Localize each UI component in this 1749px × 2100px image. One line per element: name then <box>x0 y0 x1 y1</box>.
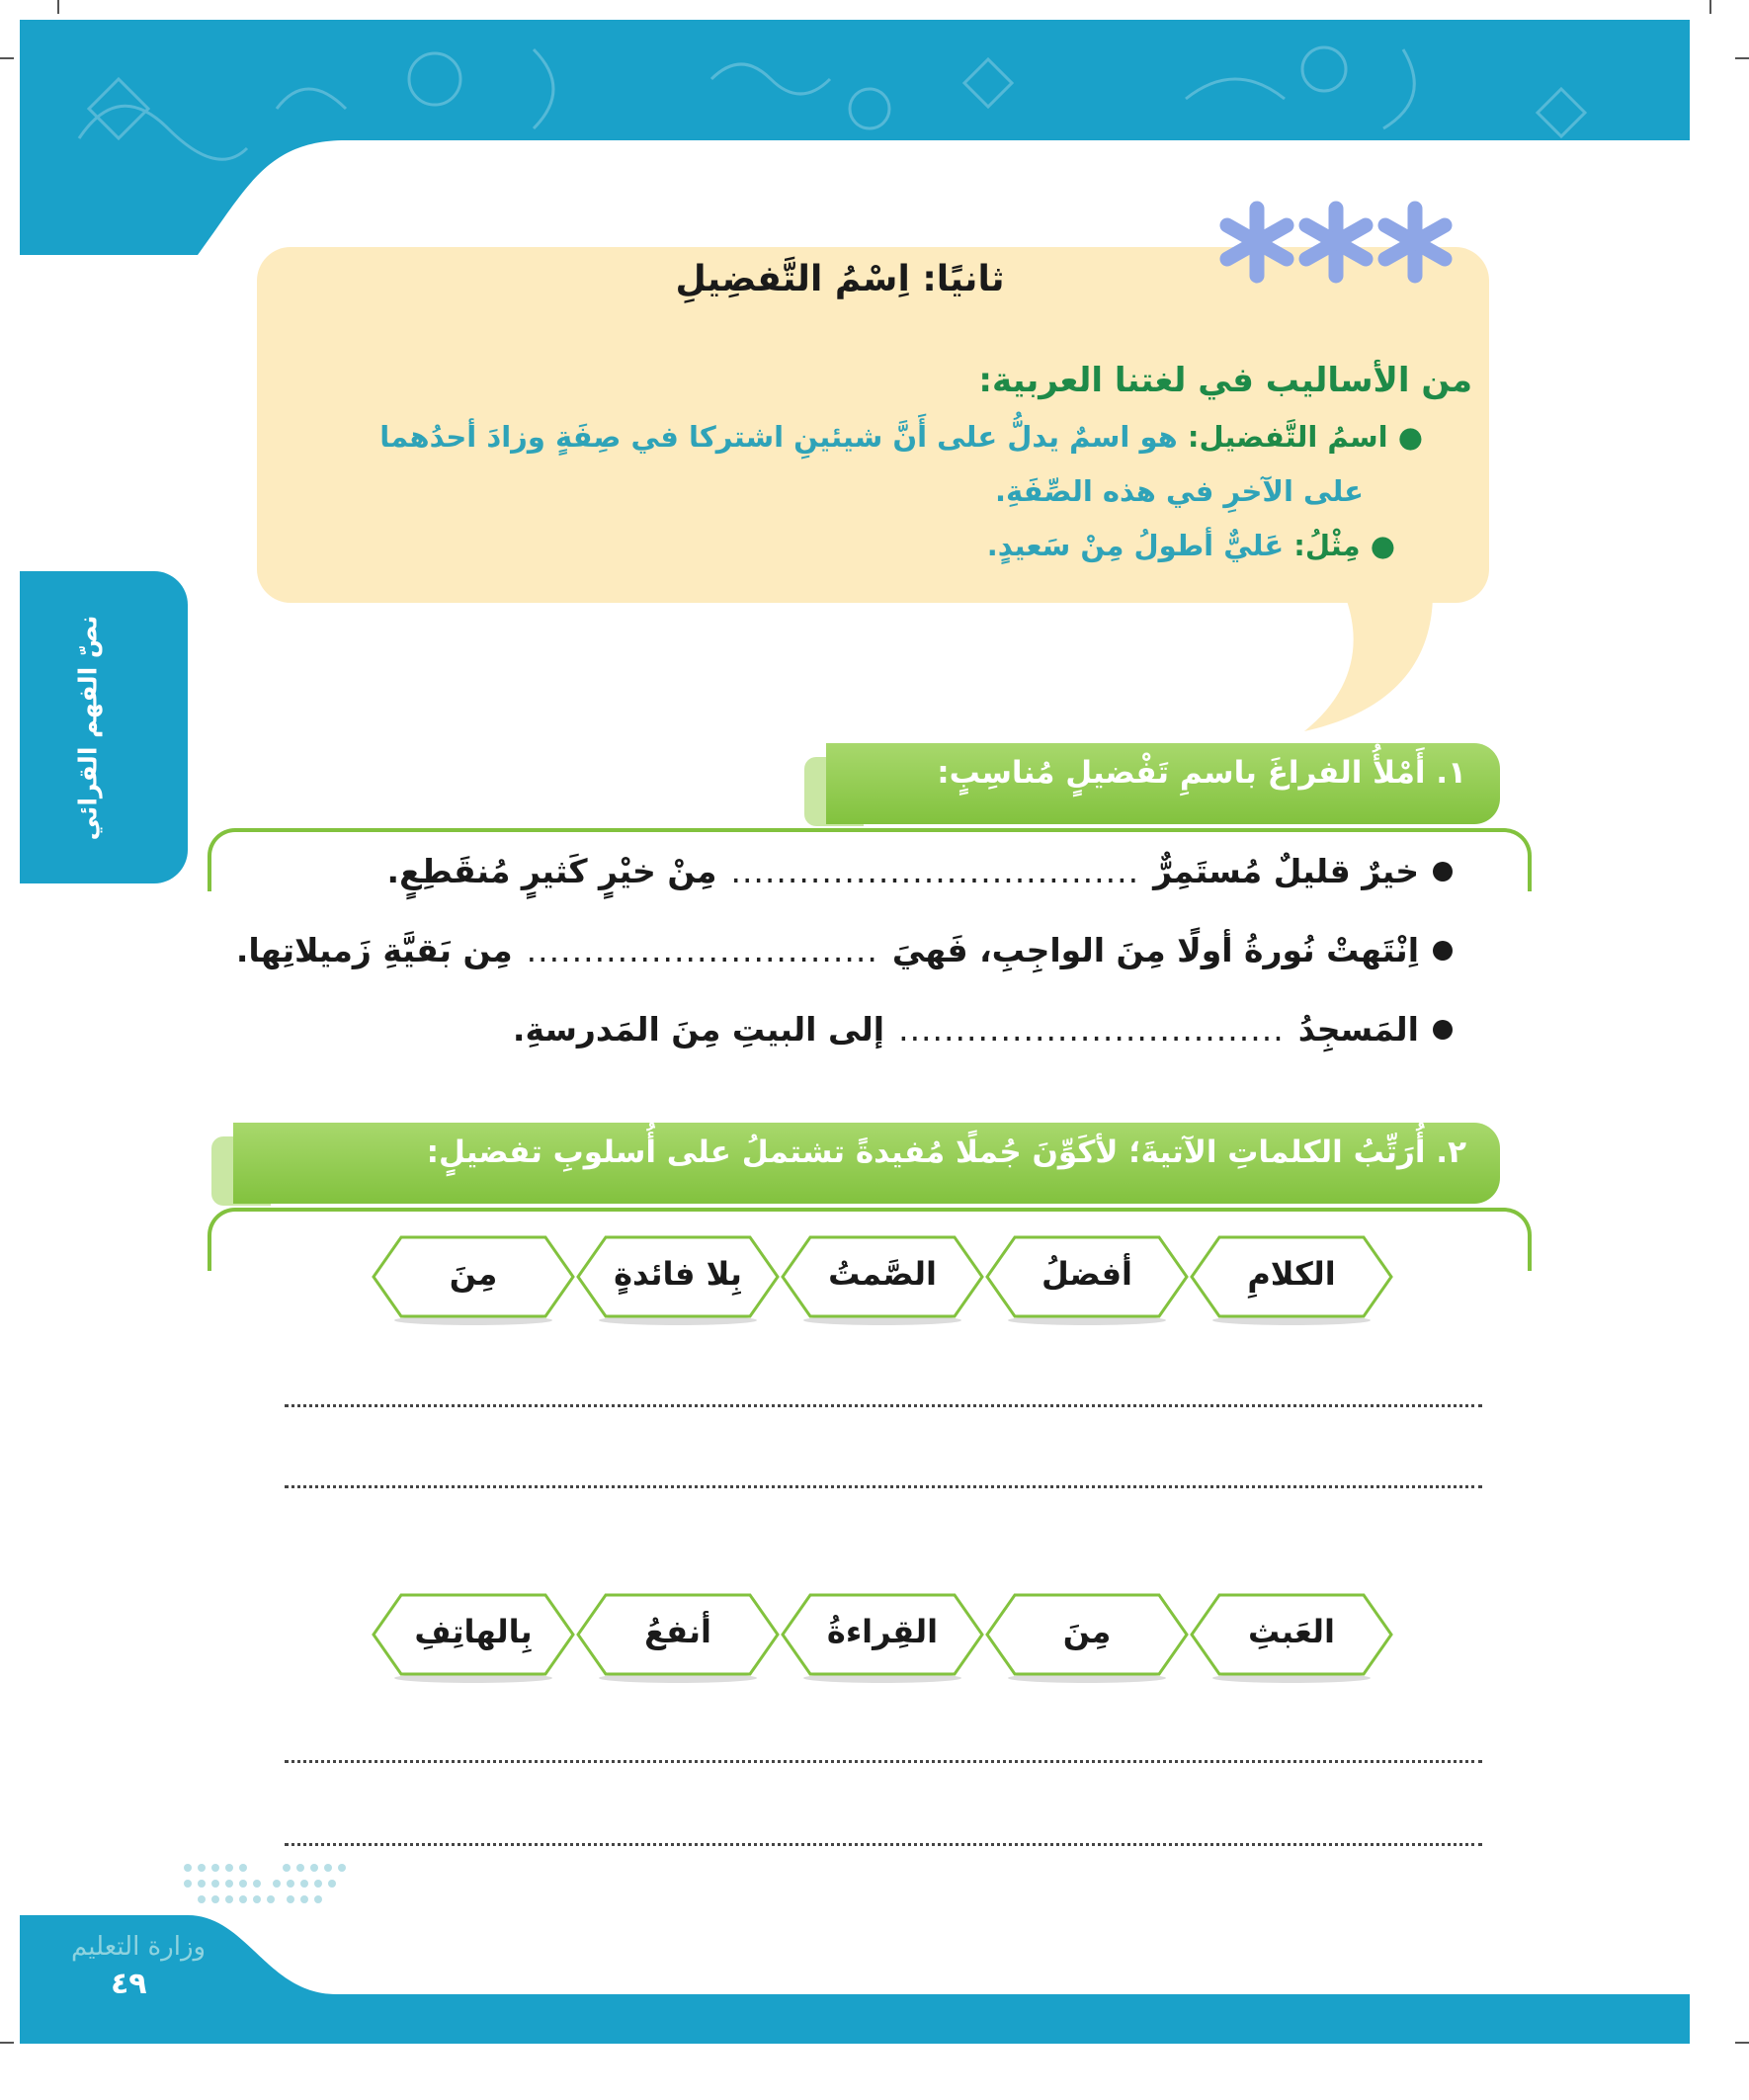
crop-mark <box>0 2042 14 2044</box>
bullet-icon <box>1433 862 1453 882</box>
answer-line[interactable] <box>285 1840 1482 1846</box>
item-before: المَسجِدُ <box>1297 1010 1419 1049</box>
word-chip[interactable] <box>781 1233 984 1328</box>
rule-box-intro: من الأساليب في لغتنا العربية: <box>978 361 1472 400</box>
example-line <box>296 529 1395 562</box>
bullet-icon <box>1433 941 1453 961</box>
word-chip[interactable] <box>576 1591 780 1686</box>
side-tab-label: نصّ الفهم القرائي <box>73 615 103 840</box>
crop-mark <box>1735 2042 1749 2044</box>
word-row-2 <box>372 1591 1393 1686</box>
word-label: أفضلُ <box>1041 1255 1132 1293</box>
word-chip[interactable] <box>372 1233 575 1328</box>
example-text: عَليٌّ أطولُ مِنْ سَعيدٍ. <box>986 529 1285 562</box>
word-label: أنفعُ <box>644 1613 711 1650</box>
item-before: خيرٌ قليلٌ مُستَمِرٌّ <box>1153 852 1419 890</box>
bullet-icon: ● <box>1397 420 1423 454</box>
word-label: مِنَ <box>449 1255 498 1293</box>
word-label: مِنَ <box>1062 1613 1112 1650</box>
word-label: الكلامِ <box>1247 1255 1336 1293</box>
answer-line[interactable] <box>285 1482 1482 1488</box>
word-label: العَبثِ <box>1248 1613 1335 1650</box>
word-label: الصَّمتُ <box>828 1255 937 1293</box>
crop-mark <box>1709 0 1711 14</box>
word-label: بِالهاتِفِ <box>414 1613 533 1650</box>
item-after: مِن بَقيَّةِ زَميلاتِها. <box>235 931 513 969</box>
exercise1-item <box>387 852 1453 890</box>
word-chip[interactable] <box>1190 1233 1393 1328</box>
fill-blank[interactable]: .................................... <box>730 852 1140 890</box>
word-label: بِلا فائدةٍ <box>614 1255 742 1293</box>
answer-line[interactable] <box>285 1401 1482 1407</box>
item-before: اِنْتَهتْ نُورةُ أولًا مِنَ الواجِبِ، فَهيَ <box>891 931 1419 969</box>
exercise2-title: ٢. أُرَتِّبُ الكلماتِ الآتيةَ؛ لأكَوِّنَ جُملًا مُفيدةً تشتملُ على أُسلوبِ تفضيلٍ: <box>426 1134 1466 1170</box>
word-chip[interactable] <box>576 1233 780 1328</box>
crop-mark <box>1735 57 1749 59</box>
footer-band <box>20 1905 1690 2073</box>
side-tab-label-wrap <box>34 591 142 864</box>
word-chip[interactable] <box>372 1591 575 1686</box>
word-chip[interactable] <box>985 1233 1189 1328</box>
exercise2-header <box>233 1123 1500 1204</box>
word-row-1 <box>372 1233 1393 1328</box>
fill-blank[interactable]: ............................... <box>526 931 878 969</box>
bullet-icon <box>1433 1020 1453 1040</box>
word-chip[interactable] <box>781 1591 984 1686</box>
item-after: مِنْ خيْرٍ كَثيرٍ مُنقَطِعٍ. <box>386 852 717 890</box>
word-chip[interactable] <box>985 1591 1189 1686</box>
word-chip[interactable] <box>1190 1591 1393 1686</box>
definition-term: اسمُ التَّفضيل: <box>1187 420 1388 454</box>
exercise1-item <box>513 1010 1453 1049</box>
definition-line <box>296 420 1423 454</box>
crop-mark <box>57 0 59 14</box>
definition-text: هو اسمٌ يدلُّ على أَنَّ شيئينِ اشتركا في صِفَةٍ وزادَ أحدُهما <box>379 420 1178 454</box>
page-number: ٤٩ <box>111 1967 147 2001</box>
exercise1-header <box>826 743 1500 824</box>
definition-cont: على الآخرِ في هذه الصِّفَةِ. <box>994 474 1364 508</box>
word-label: القِراءةُ <box>826 1613 939 1650</box>
bullet-icon: ● <box>1370 529 1395 562</box>
exercise1-title: ١. أَمْلأُ الفراغَ باسمِ تَفْضيلٍ مُناسِبٍ: <box>937 755 1466 791</box>
rule-box-tail <box>1285 593 1453 731</box>
asterisk-stars-icon <box>1215 188 1458 296</box>
exercise1-item <box>236 931 1453 969</box>
rule-box-title: ثانيًا: اِسْمُ التَّفضِيلِ <box>675 259 1005 299</box>
example-term: مِثْلُ: <box>1293 529 1361 562</box>
answer-line[interactable] <box>285 1757 1482 1763</box>
item-after: إلى البيتِ مِنَ المَدرسةِ. <box>512 1010 885 1049</box>
crop-mark <box>0 57 14 59</box>
definition-continuation <box>296 474 1364 508</box>
ministry-name: وزارة التعليم <box>71 1932 207 1962</box>
fill-blank[interactable]: .................................. <box>898 1010 1285 1049</box>
